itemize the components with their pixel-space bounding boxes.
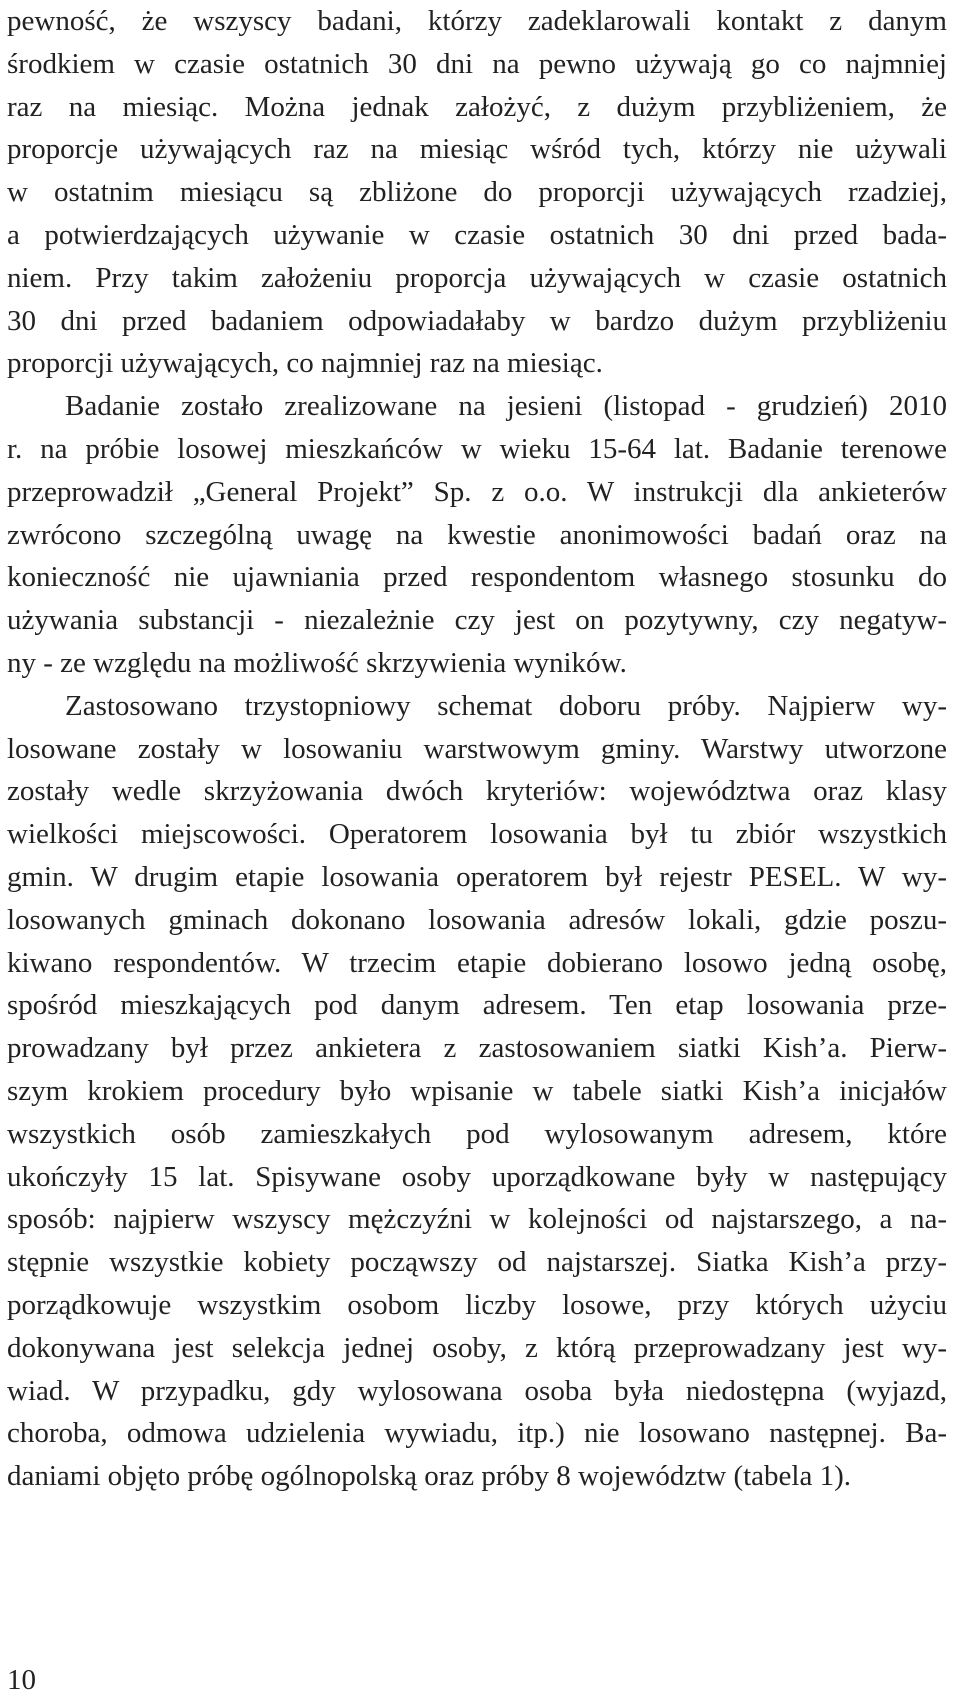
text-line: wielkości miejscowości. Operatorem losowania był tu zbiór wszystkich [7,818,947,851]
body-text [7,0,947,1498]
text-line: Zastosowano trzystopniowy schemat doboru próby. Najpierw wy- [65,689,947,722]
text-line: zwrócono szczególną uwagę na kwestie anonimowości badań oraz na [7,518,947,551]
text-line: proporcje używających raz na miesiąc wśród tych, którzy nie używali [7,133,947,166]
text-line: gmin. W drugim etapie losowania operatorem był rejestr PESEL. W wy- [7,860,947,893]
text-line: sposób: najpierw wszyscy mężczyźni w kolejności od najstarszego, a na- [7,1203,947,1236]
text-line: ny - ze względu na możliwość skrzywienia wyników. [7,646,627,679]
text-line: a potwierdzających używanie w czasie ostatnich 30 dni przed bada- [7,218,947,251]
text-line: szym krokiem procedury było wpisanie w tabele siatki Kish’a inicjałów [7,1074,947,1107]
text-line: prowadzany był przez ankietera z zastosowaniem siatki Kish’a. Pierw- [7,1032,947,1065]
text-line: w ostatnim miesiącu są zbliżone do proporcji używających rzadziej, [7,176,947,209]
text-line: pewność, że wszyscy badani, którzy zadeklarowali kontakt z danym [7,5,947,37]
text-line: spośród mieszkających pod danym adresem. Ten etap losowania prze- [7,989,947,1022]
text-line: wiad. W przypadku, gdy wylosowana osoba była niedostępna (wyjazd, [7,1374,947,1407]
text-line: proporcji używających, co najmniej raz na miesiąc. [7,347,603,380]
text-line: stępnie wszystkie kobiety począwszy od najstarszej. Siatka Kish’a przy- [7,1246,947,1279]
text-line: raz na miesiąc. Można jednak założyć, z dużym przybliżeniem, że [7,90,947,123]
text-line: używania substancji - niezależnie czy jest on pozytywny, czy negatyw- [7,604,947,637]
text-line: dokonywana jest selekcja jednej osoby, z którą przeprowadzany jest wy- [7,1331,947,1364]
text-line: wszystkich osób zamieszkałych pod wylosowanym adresem, które [7,1117,947,1150]
text-line: konieczność nie ujawniania przed respondentom własnego stosunku do [7,561,947,594]
text-line: choroba, odmowa udzielenia wywiadu, itp.) nie losowano następnej. Ba- [7,1417,947,1450]
text-line: zostały wedle skrzyżowania dwóch kryteriów: województwa oraz klasy [7,775,947,808]
text-line: r. na próbie losowej mieszkańców w wieku 15-64 lat. Badanie terenowe [7,432,947,465]
page-number: 10 [7,1664,36,1696]
text-line: 30 dni przed badaniem odpowiadałaby w bardzo dużym przybliżeniu [7,304,947,337]
text-line: środkiem w czasie ostatnich 30 dni na pewno używają go co najmniej [7,47,947,80]
text-line: Badanie zostało zrealizowane na jesieni (listopad - grudzień) 2010 [65,390,947,423]
text-line: losowanych gminach dokonano losowania adresów lokali, gdzie poszu- [7,903,947,936]
text-line: kiwano respondentów. W trzecim etapie dobierano losowo jedną osobę, [7,946,947,979]
text-line: niem. Przy takim założeniu proporcja używających w czasie ostatnich [7,261,947,294]
text-line: daniami objęto próbę ogólnopolską oraz próby 8 województw (tabela 1). [7,1460,851,1493]
text-line: losowane zostały w losowaniu warstwowym gminy. Warstwy utworzone [7,732,947,765]
text-line: przeprowadził „General Projekt” Sp. z o.o. W instrukcji dla ankieterów [7,475,947,508]
text-line: porządkowuje wszystkim osobom liczby losowe, przy których użyciu [7,1288,947,1321]
text-line: ukończyły 15 lat. Spisywane osoby uporządkowane były w następujący [7,1160,947,1193]
